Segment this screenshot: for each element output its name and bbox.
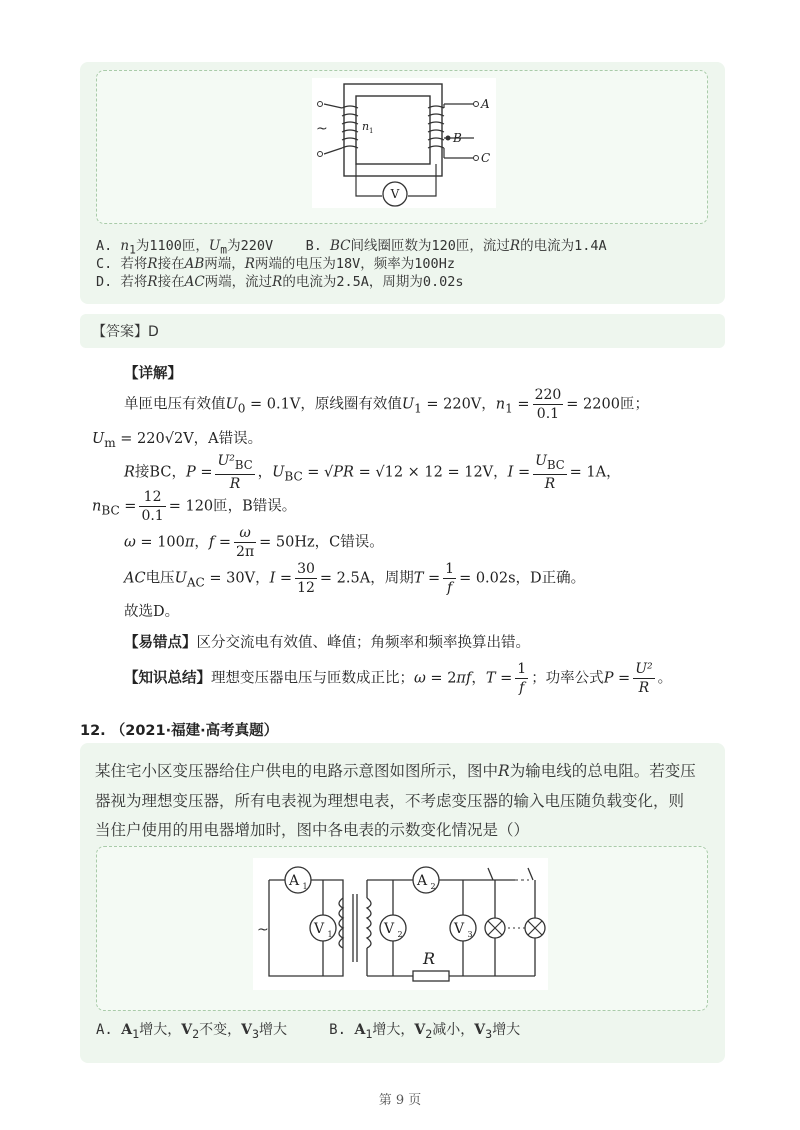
l1-frac-den: 0.1 [536, 406, 560, 422]
option-C-t1: 若将 [120, 256, 148, 272]
option-B-var: BC [330, 238, 351, 254]
label-A1-sub: 1 [302, 882, 308, 891]
l4-n-sub: BC [101, 503, 120, 518]
l3-eq2: = [513, 464, 531, 481]
l5-a: = 100 [135, 534, 185, 551]
option-C-t4: 两端的电压为18V，频率为100Hz [254, 256, 455, 272]
label-B: B [453, 131, 462, 145]
q12-opt-A-1-sub: 1 [132, 1026, 140, 1041]
l1-b: = 0.1V，原线圈有效值 [245, 396, 402, 413]
option-D-t1: 若将 [120, 274, 148, 290]
l3-e: = 1A， [569, 464, 621, 481]
l6-T: T [413, 570, 424, 587]
page-number: 第 9 页 [378, 1093, 422, 1108]
l6-a: 电压 [145, 570, 175, 587]
l6-eq2: = [423, 570, 441, 587]
l3-a: 接BC， [134, 464, 186, 481]
label-V3: V [453, 921, 465, 937]
source-tilde: ~ [257, 922, 269, 938]
l9-a: 理想变压器电压与匝数成正比； [211, 670, 414, 687]
error-point-line [124, 631, 530, 652]
l9-fraction-2 [633, 660, 654, 697]
circuit-figure [253, 858, 548, 990]
q12-opt-A-2: V [181, 1022, 193, 1038]
label-A2-sub: 2 [430, 882, 436, 891]
l6-frac-num: 30 [297, 561, 315, 577]
option-A-prefix: A. [96, 238, 113, 254]
l1-fraction [533, 386, 564, 423]
l3-b: ， [257, 464, 273, 481]
terminal-C [474, 156, 479, 161]
option-C-AB: AB [184, 256, 205, 272]
primary-coil [324, 104, 358, 154]
l5-pi: π [184, 534, 195, 551]
label-tilde: ~ [316, 121, 328, 137]
l4-eq: = [119, 498, 137, 515]
q12-opt-B-3-sub: 3 [485, 1026, 493, 1041]
l6-fraction-2 [443, 560, 456, 597]
q12-option-A-prefix: A. [96, 1022, 113, 1038]
l1-U1-sub: 1 [414, 401, 422, 416]
input-terminal-top [318, 102, 323, 107]
q12-stem-line-1 [95, 759, 696, 781]
option-B-prefix: B. [305, 238, 322, 254]
l9-frac-den-val: f [519, 680, 525, 696]
l2-U: U [92, 431, 105, 447]
option-D-prefix: D. [96, 274, 113, 290]
l9-frac-den [515, 679, 528, 697]
explanation-line-3 [124, 452, 621, 493]
l5-frac-num-val: ω [239, 525, 251, 541]
l6-fraction [295, 560, 317, 597]
q12-opt-A-3: V [241, 1022, 252, 1038]
l9-w: ω [414, 670, 426, 687]
terminal-A [474, 102, 479, 107]
l9-P: P [603, 670, 614, 687]
terminal-B [446, 136, 451, 141]
l6-f2-den [443, 579, 456, 597]
error-point-text: 区分交流电有效值、峰值；角频率和频率换算出错。 [196, 635, 530, 651]
q12-opt-A-2-sub: 2 [192, 1026, 200, 1041]
label-V1: V [313, 921, 325, 937]
label-A2: A [416, 873, 428, 889]
l6-b: = 30V， [204, 570, 270, 587]
q12-opt-A-1-t: 增大， [139, 1022, 182, 1038]
lamp-icon-1 [485, 918, 505, 938]
l3-c: = √ [302, 464, 334, 481]
explanation-line-2 [92, 427, 262, 450]
l1-U0: U [225, 396, 238, 413]
l1-U0-sub: 0 [237, 401, 246, 416]
l3-fraction [215, 452, 254, 493]
l3-R: R [124, 464, 135, 481]
option-D-R2: R [272, 274, 283, 290]
option-D-AC: AC [184, 274, 205, 290]
l1-eq: = [512, 396, 530, 413]
label-V1-sub: 1 [327, 930, 333, 939]
l9-f: f [465, 670, 472, 687]
l5-c: = 50Hz，C错误。 [259, 534, 384, 551]
answer-label: 【答案】 [92, 324, 148, 340]
l6-U: U [174, 570, 187, 587]
l5-b: ， [194, 534, 209, 551]
l3-frac-num-val: U² [217, 453, 235, 469]
transformer-figure [312, 78, 496, 208]
l3-f2-den-val: R [544, 475, 556, 492]
l9-fraction [515, 660, 528, 697]
q12-opt-B-2-t: 减小， [432, 1022, 475, 1038]
l9-eq2: = [613, 670, 631, 687]
explanation-line-7: 故选D。 [124, 604, 180, 620]
q12-heading: 12. （2021·福建·高考真题） [80, 723, 279, 739]
l9-d: ；功率公式 [531, 670, 604, 687]
option-C-R2: R [244, 256, 255, 272]
l3-d: = √12 × 12 = 12V， [353, 464, 508, 481]
q11-option-D [96, 270, 464, 290]
q12-option-B-prefix: B. [329, 1022, 347, 1038]
option-B-end: 的电流为1.4A [520, 238, 607, 254]
option-A-end: 为220V [227, 238, 274, 254]
option-A-U: U [208, 238, 221, 254]
lamp-icon-2 [525, 918, 545, 938]
option-D-t2: 接在 [157, 274, 185, 290]
l3-f2-num-val: U [535, 453, 547, 469]
l3-P: P [185, 464, 196, 481]
secondary-coil [428, 104, 474, 158]
l1-n1: n [495, 396, 506, 413]
l4-a: = 120匝，B错误。 [168, 498, 297, 515]
l6-d: = 0.02s，D正确。 [459, 570, 586, 587]
l3-U: U [272, 464, 285, 481]
l1-c: = 220V， [421, 396, 496, 413]
option-B-text: 间线圈匝数为120匝，流过 [350, 238, 510, 254]
summary-label: 【知识总结】 [124, 670, 211, 687]
l2-sqrt: √2 [164, 431, 184, 447]
option-C-prefix: C. [96, 256, 113, 272]
q12-opt-B-2: V [414, 1022, 426, 1038]
option-A-mid: 为1100匝， [135, 238, 209, 254]
explanation-line-5 [124, 524, 384, 561]
option-C-R: R [147, 256, 158, 272]
l3-frac-den-val: R [229, 475, 241, 492]
l3-PR: PR [333, 464, 354, 481]
l3-f2-num-sub: BC [546, 457, 565, 472]
l3-U-sub: BC [284, 469, 303, 484]
l9-T: T [485, 670, 496, 687]
l6-AC: AC [124, 570, 146, 587]
l5-w: ω [124, 534, 136, 551]
l4-fraction [139, 488, 165, 525]
explanation-line-1 [124, 386, 649, 423]
l9-frac-num: 1 [517, 661, 527, 677]
l2-U-sub: m [104, 435, 116, 450]
l1-d: = 2200匝； [566, 396, 649, 413]
answer-line [92, 321, 159, 341]
l3-frac-num [215, 452, 254, 475]
q12-l1-a: 某住宅小区变压器给住户供电的电路示意图如图所示，图中 [95, 762, 499, 780]
label-V2-sub: 2 [397, 930, 403, 939]
l1-U1: U [401, 396, 415, 413]
l2-b: V，A错误。 [183, 431, 263, 447]
l6-f2-den-val: f [447, 580, 453, 596]
answer-value: D [148, 324, 159, 340]
l3-frac-num-sub: BC [234, 457, 253, 472]
l6-eq: = [275, 570, 293, 587]
l5-eq: = [214, 534, 232, 551]
q12-stem-line-2: 器视为理想变压器，所有电表视为理想电表，不考虑变压器的输入电压随负载变化，则 [95, 792, 685, 810]
l4-n: n [92, 498, 102, 515]
q12-opt-B-3-t: 增大 [492, 1022, 521, 1038]
l5-frac-den: 2π [236, 544, 255, 560]
option-A-U-sub: m [220, 243, 228, 257]
label-V3-sub: 3 [467, 930, 473, 939]
option-A-sub: 1 [129, 243, 136, 257]
label-A1: A [288, 873, 300, 889]
option-A-var: n [120, 238, 130, 254]
q12-l1-b: 为输电线的总电阻。若变压 [509, 762, 696, 780]
l9-f2-den-val: R [638, 680, 650, 696]
l6-c: = 2.5A，周期 [319, 570, 414, 587]
l9-c: ， [471, 670, 486, 687]
l6-I: I [269, 570, 276, 587]
label-A: A [481, 97, 490, 111]
l6-U-sub: AC [186, 575, 205, 590]
q12-l1-R: R [498, 762, 510, 780]
l6-f2-num: 1 [445, 561, 455, 577]
input-terminal-bottom [318, 152, 323, 157]
l3-fraction-2 [533, 452, 567, 493]
label-R: R [422, 949, 436, 968]
q12-opt-A-3-t: 增大 [259, 1022, 288, 1038]
q11-option-C [96, 252, 455, 272]
l9-b: = 2 [425, 670, 457, 687]
l5-frac-num [234, 524, 256, 543]
l4-frac-num: 12 [139, 488, 165, 507]
l1-a: 单匝电压有效值 [124, 396, 226, 413]
l3-I: I [507, 464, 514, 481]
q12-opt-A-2-t: 不变， [199, 1022, 242, 1038]
q12-stem-line-3: 当住户使用的用电器增加时，图中各电表的示数变化情况是（） [95, 821, 530, 839]
option-D-t3: 两端，流过 [204, 274, 273, 290]
l9-e: 。 [657, 670, 673, 687]
q12-opt-B-3: V [474, 1022, 486, 1038]
q12-opt-A-3-sub: 3 [251, 1026, 260, 1041]
l9-eq: = [495, 670, 513, 687]
option-C-t3: 两端， [204, 256, 245, 272]
l1-frac-num: 220 [534, 387, 562, 403]
label-n1-sub: 1 [369, 127, 374, 135]
explanation-line-6 [124, 560, 585, 597]
l6-frac-den: 12 [297, 580, 315, 596]
q12-opt-B-1-sub: 1 [365, 1026, 373, 1041]
option-C-t2: 接在 [157, 256, 185, 272]
answer-bar [80, 314, 725, 348]
explanation-line-4 [92, 488, 296, 525]
l5-fraction [234, 524, 256, 561]
l9-f2-den [633, 679, 654, 697]
q12-opt-B-1: A [354, 1022, 366, 1038]
l1-n1-sub: 1 [505, 401, 513, 416]
l3-f2-num [533, 452, 567, 475]
q12-options-row [96, 1019, 520, 1041]
option-B-R: R [509, 238, 521, 254]
l9-f2-num-val: U² [635, 661, 653, 677]
l9-pi: π [456, 670, 466, 687]
label-V: V [390, 187, 400, 201]
summary-line [124, 660, 672, 697]
option-D-t4: 的电流为2.5A，周期为0.02s [282, 274, 464, 290]
core-outer [344, 84, 442, 176]
l2-a: = 220 [115, 431, 165, 447]
label-n1: n [362, 120, 370, 133]
l3-eq: = [195, 464, 213, 481]
label-V2: V [383, 921, 395, 937]
q12-opt-B-2-sub: 2 [425, 1026, 433, 1041]
error-point-label: 【易错点】 [124, 635, 197, 651]
explanation-title: 【详解】 [124, 366, 182, 382]
l3-f2-den [533, 475, 567, 493]
label-C: C [481, 151, 491, 165]
q12-opt-B-1-t: 增大， [372, 1022, 415, 1038]
l4-frac-den: 0.1 [141, 508, 164, 524]
q12-opt-A-1: A [121, 1022, 133, 1038]
option-D-R: R [147, 274, 158, 290]
l9-f2-num [633, 660, 654, 679]
l5-f: f [208, 534, 215, 551]
resistor-R-icon [413, 971, 449, 981]
